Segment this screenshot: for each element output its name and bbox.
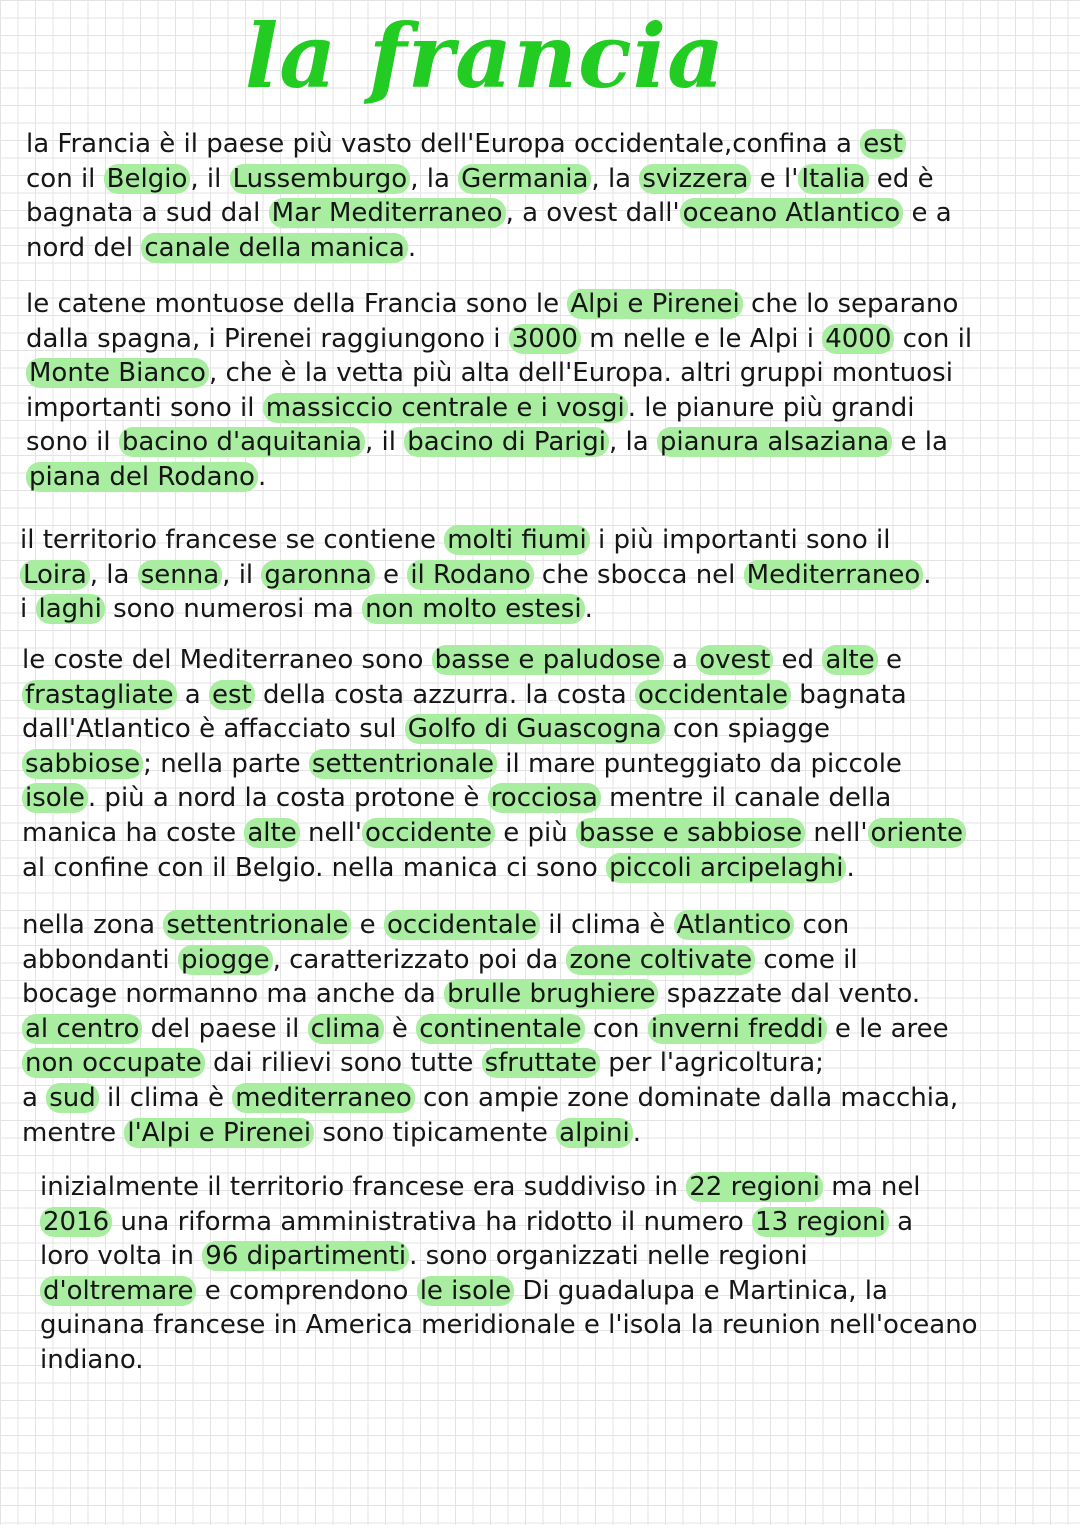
- text-segment: al confine con il Belgio. nella manica ci sono: [22, 852, 607, 883]
- highlighted-term: occidentale: [384, 910, 540, 940]
- highlighted-term: massiccio centrale e i vosgi: [263, 393, 628, 423]
- text-line: [22, 643, 966, 678]
- text-segment: , il: [222, 559, 262, 590]
- text-segment: il mare punteggiato da piccole: [496, 748, 902, 779]
- highlighted-term: oceano Atlantico: [680, 198, 904, 228]
- text-line: [20, 558, 932, 593]
- text-segment: con ampie zone dominate dalla macchia,: [414, 1082, 959, 1113]
- text-segment: , che è la vetta più alta dell'Europa. altri gruppi montuosi: [208, 358, 953, 389]
- text-segment: dall'Atlantico è affacciato sul: [22, 714, 405, 745]
- text-segment: loro volta in: [40, 1241, 203, 1272]
- highlighted-term: inverni freddi: [648, 1014, 827, 1044]
- highlighted-term: sfruttate: [482, 1048, 600, 1078]
- highlighted-term: Monte Bianco: [26, 358, 209, 388]
- highlighted-term: Germania: [458, 164, 591, 194]
- text-segment: dai rilievi sono tutte: [204, 1048, 482, 1079]
- highlighted-term: molti fiumi: [444, 525, 590, 555]
- highlighted-term: le isole: [417, 1276, 514, 1306]
- text-segment: la Francia è il paese più vasto dell'Europa occidentale,confina a: [26, 129, 861, 159]
- text-segment: e la: [892, 427, 948, 458]
- highlighted-term: garonna: [261, 560, 374, 590]
- paragraph-geography: [26, 127, 952, 265]
- highlighted-term: occidentale: [635, 680, 791, 710]
- text-line: [22, 1046, 958, 1081]
- text-line: [26, 162, 952, 197]
- text-segment: sono il: [26, 427, 119, 458]
- text-segment: a: [22, 1082, 47, 1113]
- text-line: [22, 816, 966, 851]
- highlighted-term: alte: [244, 818, 299, 848]
- highlighted-term: Lussemburgo: [230, 164, 411, 194]
- highlighted-term: Atlantico: [674, 910, 795, 940]
- text-segment: .: [846, 852, 855, 883]
- highlighted-term: non molto estesi: [362, 594, 584, 624]
- text-segment: , la: [89, 559, 138, 590]
- text-segment: del paese il: [142, 1013, 308, 1044]
- text-segment: mentre: [22, 1117, 125, 1148]
- text-segment: indiano.: [40, 1344, 144, 1375]
- highlighted-term: il Rodano: [407, 560, 533, 590]
- text-line: [22, 712, 966, 747]
- highlighted-term: Alpi e Pirenei: [567, 289, 742, 319]
- text-line: [22, 908, 958, 943]
- text-line: [26, 356, 972, 391]
- text-segment: . sono organizzati nelle regioni: [409, 1241, 808, 1272]
- text-segment: nella zona: [22, 910, 164, 940]
- text-segment: .: [923, 559, 932, 590]
- highlighted-term: 3000: [509, 324, 581, 354]
- highlighted-term: ovest: [696, 645, 773, 675]
- text-segment: spazzate dal vento.: [658, 979, 921, 1010]
- highlighted-term: clima: [308, 1014, 384, 1044]
- text-segment: , caratterizzato poi da: [272, 944, 567, 975]
- highlighted-term: alpini: [556, 1118, 633, 1148]
- text-segment: i: [20, 594, 36, 625]
- text-segment: , a ovest dall': [505, 198, 680, 229]
- highlighted-term: 4000: [822, 324, 894, 354]
- highlighted-term: brulle brughiere: [444, 979, 658, 1009]
- text-segment: , la: [410, 163, 459, 194]
- highlighted-term: piccoli arcipelaghi: [606, 853, 846, 883]
- text-segment: il territorio francese se contiene: [20, 525, 445, 555]
- highlighted-term: rocciosa: [488, 783, 601, 813]
- highlighted-term: occidente: [362, 818, 495, 848]
- text-segment: nell': [299, 817, 363, 848]
- paragraph-mountains: [26, 287, 972, 495]
- text-segment: il clima è: [540, 910, 674, 940]
- text-line: [26, 425, 972, 460]
- text-segment: nord del: [26, 232, 142, 263]
- highlighted-term: Italia: [798, 164, 868, 194]
- text-line: [22, 1081, 958, 1116]
- text-segment: bagnata: [791, 679, 907, 710]
- text-line: [22, 678, 966, 713]
- text-segment: .: [257, 461, 267, 492]
- highlighted-term: basse e sabbiose: [576, 818, 805, 848]
- highlighted-term: piana del Rodano: [26, 462, 258, 492]
- text-segment: il clima è: [98, 1082, 233, 1113]
- text-segment: che sbocca nel: [533, 559, 744, 590]
- text-segment: per l'agricoltura;: [599, 1048, 824, 1079]
- text-line: [20, 592, 932, 627]
- text-segment: .: [632, 1117, 642, 1148]
- text-segment: e: [374, 559, 408, 590]
- paragraph-climate: [22, 908, 958, 1150]
- highlighted-term: non occupate: [22, 1048, 205, 1078]
- text-segment: con il: [26, 163, 104, 194]
- highlighted-term: sud: [46, 1083, 99, 1113]
- text-line: [40, 1205, 978, 1240]
- text-segment: una riforma amministrativa ha ridotto il numero: [112, 1206, 753, 1237]
- text-segment: m nelle e le Alpi i: [580, 323, 823, 354]
- text-line: [22, 943, 958, 978]
- highlighted-term: senna: [138, 560, 222, 590]
- text-segment: e comprendono: [196, 1275, 417, 1306]
- text-segment: , il: [190, 163, 230, 194]
- highlighted-term: sabbiose: [22, 749, 143, 779]
- highlighted-term: al centro: [22, 1014, 142, 1044]
- text-segment: .: [584, 594, 593, 625]
- highlighted-term: pianura alsaziana: [657, 427, 892, 457]
- highlighted-term: svizzera: [639, 164, 751, 194]
- highlighted-term: l'Alpi e Pirenei: [124, 1118, 314, 1148]
- text-segment: a: [663, 645, 697, 675]
- text-segment: le catene montuose della Francia sono le: [26, 289, 568, 319]
- text-segment: ma nel: [823, 1172, 921, 1202]
- text-segment: con: [794, 910, 850, 940]
- text-segment: con spiagge: [664, 714, 830, 745]
- highlighted-term: settentrionale: [163, 910, 351, 940]
- highlighted-term: mediterraneo: [232, 1083, 414, 1113]
- text-line: [22, 851, 966, 886]
- text-line: [40, 1170, 978, 1205]
- highlighted-term: zone coltivate: [566, 945, 755, 975]
- highlighted-term: continentale: [416, 1014, 584, 1044]
- text-line: [22, 1012, 958, 1047]
- text-segment: bocage normanno ma anche da: [22, 979, 445, 1010]
- text-segment: . le pianure più grandi: [627, 392, 915, 423]
- text-line: [26, 127, 952, 162]
- text-line: [26, 231, 952, 266]
- text-segment: inizialmente il territorio francese era suddiviso in: [40, 1172, 687, 1202]
- text-segment: e le aree: [826, 1013, 949, 1044]
- text-line: [22, 781, 966, 816]
- text-segment: Di guadalupa e Martinica, la: [514, 1275, 888, 1306]
- text-segment: come il: [755, 944, 858, 975]
- text-segment: nell': [805, 817, 868, 848]
- text-segment: manica ha coste: [22, 817, 245, 848]
- text-segment: che lo separano: [742, 289, 959, 319]
- highlighted-term: laghi: [36, 594, 105, 624]
- text-segment: , la: [608, 427, 657, 458]
- highlighted-term: oriente: [868, 818, 967, 848]
- text-line: [20, 523, 932, 558]
- text-segment: ed è: [868, 163, 934, 194]
- highlighted-term: Golfo di Guascogna: [405, 714, 665, 744]
- text-segment: ; nella parte: [143, 748, 309, 779]
- highlighted-term: bacino di Parigi: [404, 427, 609, 457]
- highlighted-term: Loira: [20, 560, 90, 590]
- text-segment: guinana francese in America meridionale e l'isola la reunion nell'oceano: [40, 1310, 978, 1341]
- text-segment: , la: [591, 163, 640, 194]
- text-line: [40, 1239, 978, 1274]
- text-segment: e: [877, 645, 902, 675]
- text-segment: mentre il canale della: [600, 783, 892, 814]
- text-segment: a: [888, 1206, 914, 1237]
- text-segment: i più importanti sono il: [589, 525, 891, 555]
- text-line: [40, 1343, 978, 1378]
- highlighted-term: piogge: [178, 945, 273, 975]
- text-segment: e: [351, 910, 384, 940]
- text-segment: dalla spagna, i Pirenei raggiungono i: [26, 323, 509, 354]
- highlighted-term: bacino d'aquitania: [119, 427, 365, 457]
- text-segment: è: [383, 1013, 417, 1044]
- highlighted-term: Belgio: [104, 164, 191, 194]
- highlighted-term: 13 regioni: [752, 1207, 889, 1237]
- page-title: la francia: [244, 4, 726, 108]
- text-segment: sono numerosi ma: [104, 594, 363, 625]
- highlighted-term: Mediterraneo: [744, 560, 924, 590]
- highlighted-term: 2016: [40, 1207, 112, 1237]
- highlighted-term: d'oltremare: [40, 1276, 196, 1306]
- highlighted-term: frastagliate: [22, 680, 177, 710]
- text-line: [22, 747, 966, 782]
- highlighted-term: est: [860, 129, 906, 159]
- paragraph-regions: [40, 1170, 978, 1378]
- text-line: [26, 322, 972, 357]
- text-segment: le coste del Mediterraneo sono: [22, 645, 432, 675]
- text-line: [40, 1308, 978, 1343]
- text-segment: e a: [903, 198, 952, 229]
- highlighted-term: est: [209, 680, 255, 710]
- text-segment: . più a nord la costa protone è: [87, 783, 488, 814]
- text-segment: .: [407, 232, 417, 263]
- text-line: [26, 460, 972, 495]
- text-segment: ed: [773, 645, 823, 675]
- text-segment: sono tipicamente: [314, 1117, 557, 1148]
- highlighted-term: canale della manica: [141, 233, 407, 263]
- text-line: [22, 977, 958, 1012]
- text-segment: bagnata a sud dal: [26, 198, 269, 229]
- paragraph-rivers: [20, 523, 932, 627]
- text-segment: con il: [894, 323, 973, 354]
- text-segment: con: [584, 1013, 648, 1044]
- text-line: [26, 196, 952, 231]
- highlighted-term: 22 regioni: [686, 1172, 823, 1202]
- text-segment: , il: [365, 427, 405, 458]
- highlighted-term: 96 dipartimenti: [202, 1241, 409, 1271]
- text-line: [26, 287, 972, 322]
- text-segment: importanti sono il: [26, 392, 263, 423]
- highlighted-term: Mar Mediterraneo: [269, 198, 506, 228]
- text-segment: e l': [751, 163, 799, 194]
- highlighted-term: settentrionale: [309, 749, 497, 779]
- text-segment: e più: [494, 817, 576, 848]
- highlighted-term: isole: [22, 783, 88, 813]
- highlighted-term: basse e paludose: [432, 645, 664, 675]
- text-line: [26, 391, 972, 426]
- highlighted-term: alte: [822, 645, 877, 675]
- text-segment: abbondanti: [22, 944, 178, 975]
- text-segment: a: [176, 679, 209, 710]
- text-line: [22, 1116, 958, 1151]
- paragraph-coasts: [22, 643, 966, 885]
- text-segment: della costa azzurra. la costa: [254, 679, 635, 710]
- text-line: [40, 1274, 978, 1309]
